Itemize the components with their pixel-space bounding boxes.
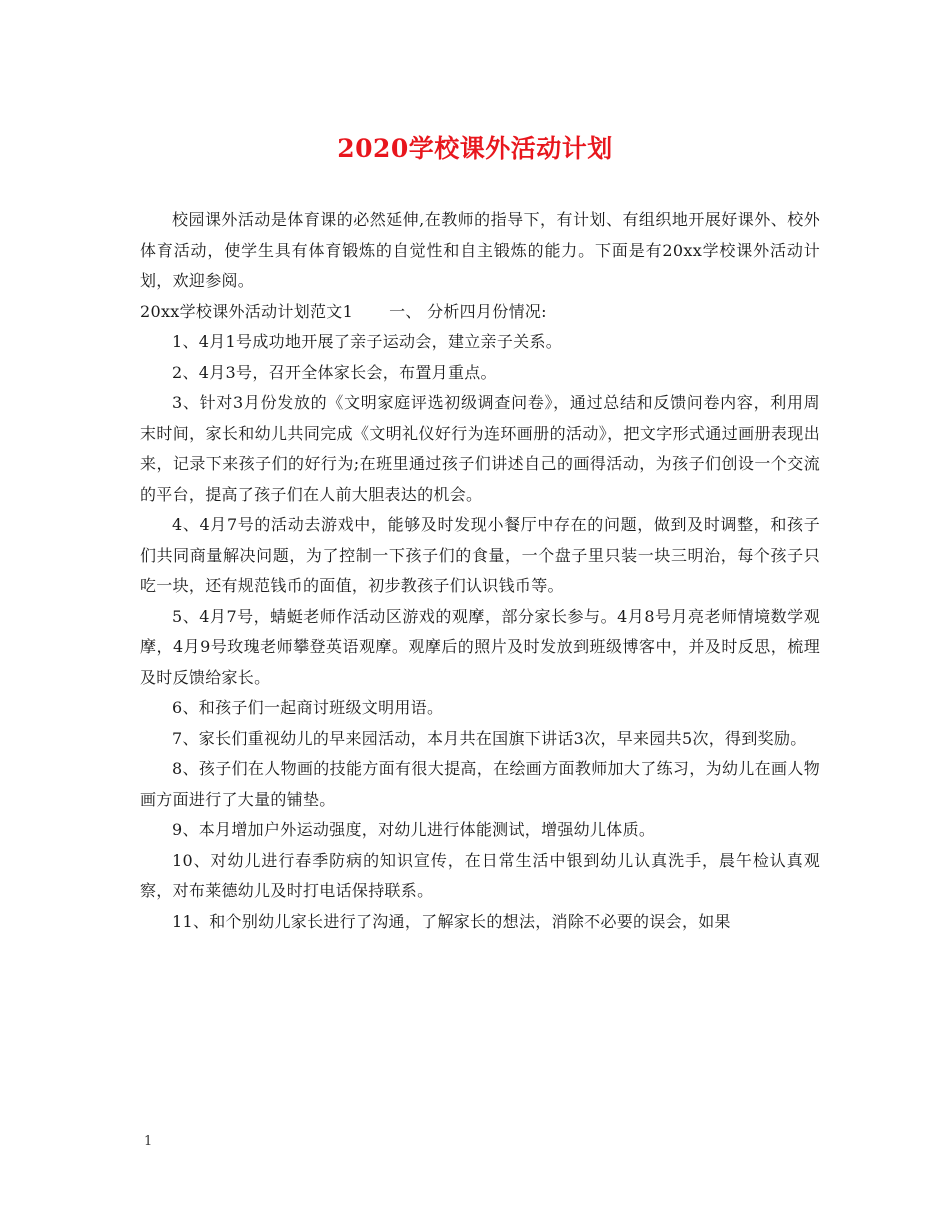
section-subheading: 一、 分析四月份情况: [389, 301, 547, 321]
list-item: 5、4月7号，蜻蜓老师作活动区游戏的观摩，部分家长参与。4月8号月亮老师情境数学观摩，4月9号玫瑰老师攀登英语观摩。观摩后的照片及时发放到班级博客中，并及时反思，梳理及时反馈给家长。 [140, 606, 820, 687]
list-item: 11、和个别幼儿家长进行了沟通，了解家长的想法，消除不必要的误会，如果 [172, 911, 731, 931]
intro-paragraph: 校园课外活动是体育课的必然延伸,在教师的指导下，有计划、有组织地开展好课外、校外体育活动，使学生具有体育锻炼的自觉性和自主锻炼的能力。下面是有20xx学校课外活动计划，欢迎参阅。 [140, 210, 820, 290]
list-item: 2、4月3号，召开全体家长会，布置月重点。 [172, 362, 497, 382]
section-heading-line [140, 297, 820, 328]
list-item: 4、4月7号的活动去游戏中，能够及时发现小餐厅中存在的问题，做到及时调整，和孩子们共同商量解决问题，为了控制一下孩子们的食量，一个盘子里只装一块三明治，每个孩子只吃一块，还有规范钱币的面值，初步教孩子们认识钱币等。 [140, 515, 820, 595]
list-item: 3、针对3月份发放的《文明家庭评选初级调查问卷》，通过总结和反馈问卷内容，利用周末时间，家长和幼儿共同完成《文明礼仪好行为连环画册的活动》，把文字形式通过画册表现出来，记录下来孩子们的好行为;在班里通过孩子们讲述自己的画得活动，为孩子们创设一个交流的平台，提高了孩子们在人前大胆表达的机会。 [140, 393, 820, 504]
section-heading: 20xx学校课外活动计划范文1 [140, 301, 354, 321]
list-item: 10、对幼儿进行春季防病的知识宣传，在日常生活中银到幼儿认真洗手，晨午检认真观察，对布莱德幼儿及时打电话保持联系。 [140, 850, 820, 900]
list-item: 8、孩子们在人物画的技能方面有很大提高，在绘画方面教师加大了练习，为幼儿在画人物画方面进行了大量的铺垫。 [140, 759, 820, 809]
page-number: 1 [144, 1134, 153, 1149]
list-item: 9、本月增加户外运动强度，对幼儿进行体能测试，增强幼儿体质。 [172, 820, 656, 839]
document-title: 2020学校课外活动计划 [337, 134, 613, 163]
document-body [140, 205, 820, 937]
list-item: 6、和孩子们一起商讨班级文明用语。 [172, 698, 444, 717]
list-item: 7、家长们重视幼儿的早来园活动，本月共在国旗下讲话3次，早来园共5次，得到奖励。 [172, 728, 807, 748]
list-item: 1、4月1号成功地开展了亲子运动会，建立亲子关系。 [172, 332, 563, 351]
